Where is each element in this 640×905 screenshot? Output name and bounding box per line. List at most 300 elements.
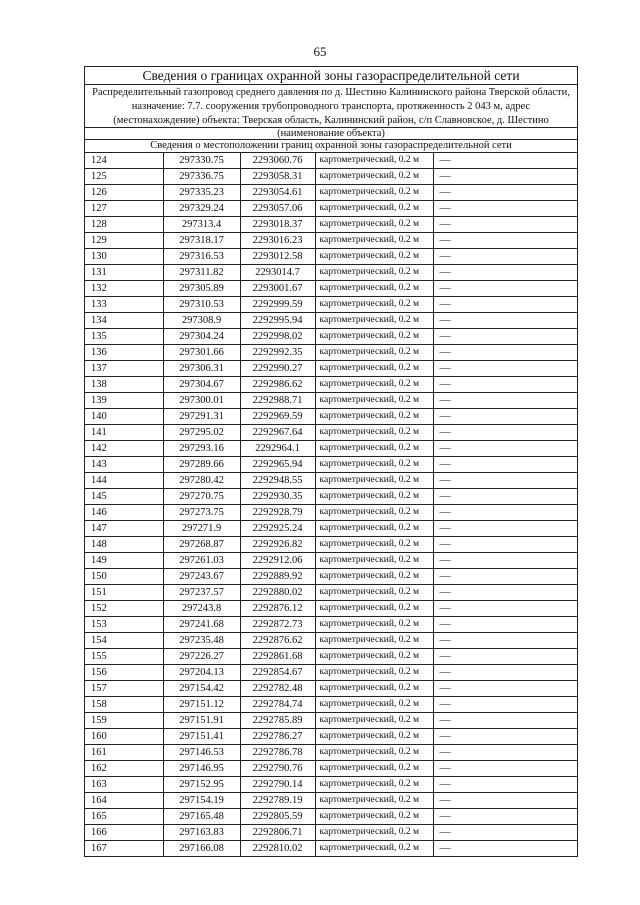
method-cell (315, 265, 433, 281)
table-row (85, 393, 577, 409)
table-row (85, 265, 577, 281)
y-coordinate-cell-text: 2293057.06 (252, 203, 303, 214)
point-number-cell-text: 139 (91, 395, 107, 406)
method-cell-text: картометрический, 0.2 м (319, 843, 419, 853)
x-coordinate-cell (163, 233, 240, 249)
description-cell-text: — (439, 650, 451, 662)
y-coordinate-cell-text: 2293054.61 (252, 187, 303, 198)
y-coordinate-cell-text: 2292930.35 (252, 491, 303, 502)
x-coordinate-cell-text: 297151.12 (179, 699, 224, 710)
x-coordinate-cell (163, 649, 240, 665)
description-cell-text: — (439, 634, 451, 646)
method-cell (315, 489, 433, 505)
point-number-cell (85, 777, 163, 793)
method-cell (315, 553, 433, 569)
y-coordinate-cell-text: 2292810.02 (252, 843, 303, 854)
x-coordinate-cell (163, 617, 240, 633)
y-coordinate-cell-text: 2292912.06 (252, 555, 303, 566)
y-coordinate-cell (240, 281, 315, 297)
description-cell-text: — (439, 586, 451, 598)
method-cell (315, 425, 433, 441)
table-row (85, 825, 577, 841)
y-coordinate-cell (240, 217, 315, 233)
x-coordinate-cell (163, 793, 240, 809)
y-coordinate-cell-text: 2293016.23 (252, 235, 303, 246)
method-cell-text: картометрический, 0.2 м (319, 443, 419, 453)
object-caption: (наименование объекта) (85, 128, 577, 140)
description-cell-text: — (439, 330, 451, 342)
point-number-cell (85, 809, 163, 825)
description-cell-text: — (439, 346, 451, 358)
y-coordinate-cell-text: 2292999.59 (252, 299, 303, 310)
method-cell (315, 233, 433, 249)
method-cell (315, 521, 433, 537)
description-cell (433, 361, 577, 377)
x-coordinate-cell (163, 713, 240, 729)
point-number-cell (85, 537, 163, 553)
point-number-cell (85, 505, 163, 521)
method-cell (315, 169, 433, 185)
y-coordinate-cell-text: 2292806.71 (252, 827, 303, 838)
table-row (85, 249, 577, 265)
y-coordinate-cell (240, 681, 315, 697)
method-cell-text: картометрический, 0.2 м (319, 667, 419, 677)
table-row (85, 473, 577, 489)
point-number-cell (85, 425, 163, 441)
table-row (85, 409, 577, 425)
method-cell (315, 297, 433, 313)
x-coordinate-cell (163, 361, 240, 377)
y-coordinate-cell-text: 2292889.92 (252, 571, 303, 582)
y-coordinate-cell-text: 2292790.14 (252, 779, 303, 790)
y-coordinate-cell (240, 249, 315, 265)
table-row (85, 345, 577, 361)
x-coordinate-cell-text: 297261.03 (179, 555, 224, 566)
table-row (85, 201, 577, 217)
point-number-cell-text: 138 (91, 379, 107, 390)
description-cell-text: — (439, 682, 451, 694)
x-coordinate-cell-text: 297300.01 (179, 395, 224, 406)
x-coordinate-cell-text: 297306.31 (179, 363, 224, 374)
description-cell (433, 489, 577, 505)
y-coordinate-cell (240, 377, 315, 393)
y-coordinate-cell (240, 489, 315, 505)
method-cell-text: картометрический, 0.2 м (319, 427, 419, 437)
method-cell (315, 281, 433, 297)
method-cell-text: картометрический, 0.2 м (319, 251, 419, 261)
description-cell (433, 201, 577, 217)
point-number-cell (85, 553, 163, 569)
y-coordinate-cell (240, 313, 315, 329)
y-coordinate-cell-text: 2293058.31 (252, 171, 303, 182)
y-coordinate-cell (240, 729, 315, 745)
table-row (85, 217, 577, 233)
point-number-cell (85, 233, 163, 249)
method-cell (315, 569, 433, 585)
method-cell-text: картометрический, 0.2 м (319, 699, 419, 709)
method-cell (315, 409, 433, 425)
y-coordinate-cell (240, 649, 315, 665)
y-coordinate-cell (240, 329, 315, 345)
method-cell-text: картометрический, 0.2 м (319, 539, 419, 549)
point-number-cell-text: 144 (91, 475, 107, 486)
description-cell (433, 185, 577, 201)
method-cell-text: картометрический, 0.2 м (319, 635, 419, 645)
x-coordinate-cell-text: 297226.27 (179, 651, 224, 662)
point-number-cell (85, 729, 163, 745)
method-cell (315, 441, 433, 457)
boundary-document (84, 66, 578, 857)
y-coordinate-cell (240, 601, 315, 617)
y-coordinate-cell (240, 457, 315, 473)
x-coordinate-cell (163, 681, 240, 697)
x-coordinate-cell (163, 217, 240, 233)
point-number-cell-text: 134 (91, 315, 107, 326)
description-cell-text: — (439, 474, 451, 486)
table-row (85, 537, 577, 553)
y-coordinate-cell (240, 441, 315, 457)
method-cell (315, 617, 433, 633)
description-cell (433, 521, 577, 537)
point-number-cell (85, 361, 163, 377)
x-coordinate-cell-text: 297295.02 (179, 427, 224, 438)
method-cell-text: картометрический, 0.2 м (319, 203, 419, 213)
x-coordinate-cell-text: 297304.67 (179, 379, 224, 390)
point-number-cell (85, 329, 163, 345)
point-number-cell-text: 152 (91, 603, 107, 614)
method-cell-text: картометрический, 0.2 м (319, 683, 419, 693)
point-number-cell (85, 185, 163, 201)
point-number-cell-text: 130 (91, 251, 107, 262)
description-cell (433, 393, 577, 409)
table-row (85, 505, 577, 521)
method-cell (315, 329, 433, 345)
point-number-cell-text: 150 (91, 571, 107, 582)
point-number-cell-text: 162 (91, 763, 107, 774)
y-coordinate-cell (240, 809, 315, 825)
method-cell-text: картометрический, 0.2 м (319, 795, 419, 805)
point-number-cell (85, 825, 163, 841)
description-cell (433, 665, 577, 681)
point-number-cell-text: 167 (91, 843, 107, 854)
x-coordinate-cell-text: 297313.4 (181, 219, 222, 230)
point-number-cell-text: 166 (91, 827, 107, 838)
method-cell-text: картометрический, 0.2 м (319, 267, 419, 277)
y-coordinate-cell-text: 2292876.12 (252, 603, 303, 614)
coordinates-table (85, 153, 577, 857)
y-coordinate-cell (240, 553, 315, 569)
point-number-cell (85, 649, 163, 665)
y-coordinate-cell (240, 633, 315, 649)
table-row (85, 377, 577, 393)
method-cell (315, 345, 433, 361)
method-cell-text: картометрический, 0.2 м (319, 491, 419, 501)
table-row (85, 297, 577, 313)
y-coordinate-cell (240, 585, 315, 601)
y-coordinate-cell (240, 713, 315, 729)
y-coordinate-cell-text: 2292786.27 (252, 731, 303, 742)
description-cell (433, 745, 577, 761)
method-cell (315, 777, 433, 793)
x-coordinate-cell (163, 425, 240, 441)
description-cell (433, 777, 577, 793)
description-cell (433, 713, 577, 729)
description-cell (433, 761, 577, 777)
method-cell-text: картометрический, 0.2 м (319, 331, 419, 341)
x-coordinate-cell (163, 505, 240, 521)
point-number-cell-text: 127 (91, 203, 107, 214)
table-row (85, 441, 577, 457)
x-coordinate-cell (163, 729, 240, 745)
point-number-cell (85, 409, 163, 425)
x-coordinate-cell-text: 297146.53 (179, 747, 224, 758)
table-row (85, 713, 577, 729)
coordinates-table-body (85, 153, 577, 857)
method-cell (315, 633, 433, 649)
description-cell-text: — (439, 602, 451, 614)
point-number-cell-text: 133 (91, 299, 107, 310)
point-number-cell-text: 164 (91, 795, 107, 806)
x-coordinate-cell (163, 585, 240, 601)
point-number-cell (85, 633, 163, 649)
method-cell-text: картометрический, 0.2 м (319, 315, 419, 325)
method-cell-text: картометрический, 0.2 м (319, 299, 419, 309)
description-cell (433, 601, 577, 617)
y-coordinate-cell-text: 2292789.19 (252, 795, 303, 806)
method-cell (315, 601, 433, 617)
x-coordinate-cell-text: 297235.48 (179, 635, 224, 646)
description-cell (433, 841, 577, 857)
description-cell-text: — (439, 426, 451, 438)
y-coordinate-cell (240, 505, 315, 521)
point-number-cell-text: 129 (91, 235, 107, 246)
y-coordinate-cell-text: 2292967.64 (252, 427, 303, 438)
method-cell (315, 697, 433, 713)
x-coordinate-cell (163, 745, 240, 761)
description-cell-text: — (439, 538, 451, 550)
method-cell (315, 537, 433, 553)
y-coordinate-cell (240, 393, 315, 409)
y-coordinate-cell (240, 697, 315, 713)
y-coordinate-cell (240, 185, 315, 201)
point-number-cell (85, 249, 163, 265)
point-number-cell (85, 793, 163, 809)
description-cell (433, 585, 577, 601)
y-coordinate-cell-text: 2293001.67 (252, 283, 303, 294)
description-cell-text: — (439, 490, 451, 502)
x-coordinate-cell (163, 297, 240, 313)
point-number-cell-text: 135 (91, 331, 107, 342)
table-row (85, 585, 577, 601)
y-coordinate-cell (240, 153, 315, 169)
description-cell-text: — (439, 266, 451, 278)
point-number-cell (85, 489, 163, 505)
table-row (85, 185, 577, 201)
y-coordinate-cell-text: 2292790.76 (252, 763, 303, 774)
description-cell-text: — (439, 314, 451, 326)
x-coordinate-cell (163, 441, 240, 457)
description-cell (433, 169, 577, 185)
y-coordinate-cell-text: 2293060.76 (252, 155, 303, 166)
method-cell-text: картометрический, 0.2 м (319, 475, 419, 485)
description-cell-text: — (439, 170, 451, 182)
description-cell (433, 505, 577, 521)
description-cell-text: — (439, 298, 451, 310)
y-coordinate-cell-text: 2292926.82 (252, 539, 303, 550)
table-row (85, 665, 577, 681)
method-cell (315, 505, 433, 521)
point-number-cell-text: 160 (91, 731, 107, 742)
method-cell-text: картометрический, 0.2 м (319, 619, 419, 629)
description-cell (433, 441, 577, 457)
description-cell-text: — (439, 618, 451, 630)
point-number-cell-text: 153 (91, 619, 107, 630)
point-number-cell (85, 713, 163, 729)
description-cell (433, 457, 577, 473)
x-coordinate-cell (163, 761, 240, 777)
description-cell-text: — (439, 458, 451, 470)
method-cell-text: картометрический, 0.2 м (319, 171, 419, 181)
x-coordinate-cell-text: 297154.42 (179, 683, 224, 694)
x-coordinate-cell (163, 329, 240, 345)
x-coordinate-cell-text: 297243.8 (181, 603, 222, 614)
y-coordinate-cell-text: 2292995.94 (252, 315, 303, 326)
method-cell (315, 153, 433, 169)
point-number-cell-text: 141 (91, 427, 107, 438)
y-coordinate-cell (240, 297, 315, 313)
description-cell-text: — (439, 778, 451, 790)
x-coordinate-cell-text: 297146.95 (179, 763, 224, 774)
method-cell (315, 249, 433, 265)
point-number-cell-text: 149 (91, 555, 107, 566)
point-number-cell (85, 169, 163, 185)
description-cell-text: — (439, 730, 451, 742)
description-cell (433, 569, 577, 585)
point-number-cell (85, 201, 163, 217)
description-cell (433, 425, 577, 441)
description-cell-text: — (439, 842, 451, 854)
y-coordinate-cell (240, 201, 315, 217)
table-row (85, 601, 577, 617)
description-cell-text: — (439, 218, 451, 230)
y-coordinate-cell (240, 825, 315, 841)
y-coordinate-cell (240, 537, 315, 553)
method-cell (315, 457, 433, 473)
y-coordinate-cell-text: 2292986.62 (252, 379, 303, 390)
x-coordinate-cell (163, 665, 240, 681)
object-description: Распределительный газопровод среднего давления по д. Шестино Калининского района Тверской области, назначение: 7.7. сооружения трубопроводного транспорта, протяженность 2 043 м, адрес (местонахождение) объекта: Тверская область, Калининский район, с/п Славновское, д. Шестино (85, 85, 577, 128)
point-number-cell (85, 665, 163, 681)
table-row (85, 489, 577, 505)
point-number-cell-text: 159 (91, 715, 107, 726)
description-cell (433, 633, 577, 649)
y-coordinate-cell-text: 2293012.58 (252, 251, 303, 262)
point-number-cell (85, 569, 163, 585)
description-cell (433, 345, 577, 361)
method-cell-text: картометрический, 0.2 м (319, 379, 419, 389)
x-coordinate-cell-text: 297151.91 (179, 715, 224, 726)
point-number-cell-text: 154 (91, 635, 107, 646)
x-coordinate-cell-text: 297166.08 (179, 843, 224, 854)
page-number: 65 (313, 44, 327, 59)
method-cell (315, 761, 433, 777)
y-coordinate-cell (240, 665, 315, 681)
description-cell (433, 281, 577, 297)
table-row (85, 697, 577, 713)
x-coordinate-cell-text: 297273.75 (179, 507, 224, 518)
x-coordinate-cell-text: 297241.68 (179, 619, 224, 630)
description-cell (433, 537, 577, 553)
table-row (85, 425, 577, 441)
description-cell (433, 313, 577, 329)
x-coordinate-cell (163, 569, 240, 585)
description-cell (433, 825, 577, 841)
point-number-cell (85, 745, 163, 761)
x-coordinate-cell (163, 841, 240, 857)
point-number-cell-text: 155 (91, 651, 107, 662)
description-cell-text: — (439, 186, 451, 198)
x-coordinate-cell-text: 297280.42 (179, 475, 224, 486)
x-coordinate-cell (163, 377, 240, 393)
description-cell (433, 553, 577, 569)
method-cell (315, 313, 433, 329)
y-coordinate-cell-text: 2292965.94 (252, 459, 303, 470)
description-cell-text: — (439, 282, 451, 294)
method-cell-text: картометрический, 0.2 м (319, 411, 419, 421)
method-cell (315, 745, 433, 761)
description-cell (433, 409, 577, 425)
x-coordinate-cell-text: 297336.75 (179, 171, 224, 182)
y-coordinate-cell-text: 2292854.67 (252, 667, 303, 678)
point-number-cell-text: 136 (91, 347, 107, 358)
description-cell-text: — (439, 410, 451, 422)
x-coordinate-cell (163, 345, 240, 361)
description-cell (433, 217, 577, 233)
method-cell (315, 729, 433, 745)
method-cell-text: картометрический, 0.2 м (319, 155, 419, 165)
method-cell (315, 185, 433, 201)
x-coordinate-cell (163, 633, 240, 649)
point-number-cell-text: 163 (91, 779, 107, 790)
x-coordinate-cell-text: 297318.17 (179, 235, 224, 246)
y-coordinate-cell (240, 409, 315, 425)
table-row (85, 169, 577, 185)
y-coordinate-cell-text: 2293014.7 (255, 267, 300, 278)
point-number-cell (85, 297, 163, 313)
point-number-cell (85, 217, 163, 233)
description-cell (433, 233, 577, 249)
point-number-cell-text: 147 (91, 523, 107, 534)
table-row (85, 617, 577, 633)
method-cell (315, 473, 433, 489)
x-coordinate-cell-text: 297151.41 (179, 731, 224, 742)
method-cell-text: картометрический, 0.2 м (319, 763, 419, 773)
x-coordinate-cell-text: 297329.24 (179, 203, 224, 214)
description-cell-text: — (439, 362, 451, 374)
x-coordinate-cell (163, 153, 240, 169)
y-coordinate-cell-text: 2292782.48 (252, 683, 303, 694)
table-row (85, 233, 577, 249)
description-cell-text: — (439, 746, 451, 758)
description-cell-text: — (439, 394, 451, 406)
y-coordinate-cell (240, 617, 315, 633)
method-cell (315, 713, 433, 729)
method-cell-text: картометрический, 0.2 м (319, 523, 419, 533)
description-cell (433, 809, 577, 825)
description-cell (433, 649, 577, 665)
method-cell (315, 665, 433, 681)
y-coordinate-cell (240, 425, 315, 441)
